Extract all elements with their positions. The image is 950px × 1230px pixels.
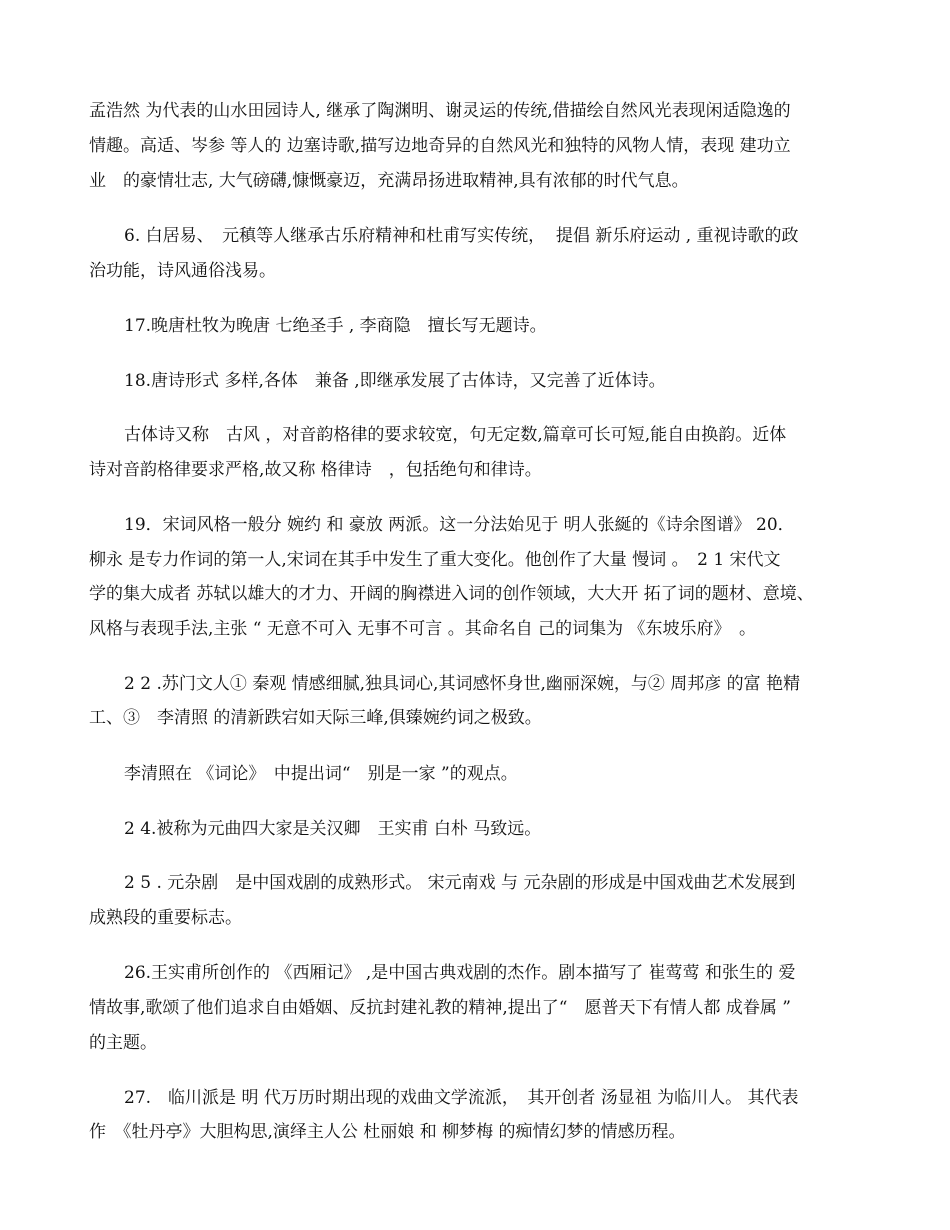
text-line: 2 5 . 元杂剧 是中国戏剧的成熟形式。 宋元南戏 与 元杂剧的形成是中国戏曲艺术发展到 [124, 873, 796, 893]
text-line: 治功能，诗风通俗浅易。 [89, 261, 276, 281]
text-line: 19．宋词风格一般分 婉约 和 豪放 两派。这一分法始见于 明人张綖的《诗余图谱》 20． [124, 515, 795, 535]
text-line: 孟浩然 为代表的山水田园诗人, 继承了陶渊明、谢灵运的传统,借描绘自然风光表现闲适隐逸的 [89, 101, 791, 121]
text-line: 2 4.被称为元曲四大家是关汉卿 王实甫 白朴 马致远。 [124, 819, 542, 839]
text-line: 学的集大成者 苏轼以雄大的才力、开阔的胸襟进入词的创作领域，大大开 拓了词的题材、意境、 [89, 584, 814, 604]
text-line: 柳永 是专力作词的第一人,宋词在其手中发生了重大变化。他创作了大量 慢词 。 2 1 宋代文 [89, 550, 781, 570]
text-line: 作 《牡丹亭》大胆构思,演绎主人公 杜丽娘 和 柳梦梅 的痴情幻梦的情感历程。 [89, 1122, 686, 1142]
text-line: 李清照在 《词论》 中提出词“ 别是一家 ”的观点。 [124, 764, 518, 784]
text-line: 风格与表现手法,主张 “ 无意不可入 无事不可言 。其命名自 己的词集为 《东坡乐府》 。 [89, 619, 757, 639]
text-line: 诗对音韵格律要求严格,故又称 格律诗 ，包括绝句和律诗。 [89, 460, 542, 480]
text-line: 古体诗又称 古风 ，对音韵格律的要求较宽，句无定数,篇章可长可短,能自由换韵。近体 [124, 425, 787, 445]
text-line: 17.晚唐杜牧为晚唐 七绝圣手 , 李商隐 擅长写无题诗。 [124, 316, 547, 336]
text-line: 18.唐诗形式 多样,各体 兼备 ,即继承发展了古体诗，又完善了近体诗。 [124, 371, 666, 391]
text-line: 的主题。 [89, 1033, 157, 1053]
text-line: 情趣。高适、岑参 等人的 边塞诗歌,描写边地奇异的自然风光和独特的风物人情，表现 建功立 [89, 136, 791, 156]
text-line: 工、③ 李清照 的清新跌宕如天际三峰,俱臻婉约词之极致。 [89, 708, 542, 728]
text-line: 情故事,歌颂了他们追求自由婚姻、反抗封建礼教的精神,提出了“ 愿普天下有情人都 成眷属 ” [89, 998, 791, 1018]
text-line: 业 的豪情壮志, 大气磅礴,慷慨豪迈，充满昂扬进取精神,具有浓郁的时代气息。 [89, 171, 689, 191]
text-line: 26.王实甫所创作的 《西厢记》 ,是中国古典戏剧的杰作。剧本描写了 崔莺莺 和张生的 爱 [124, 963, 796, 983]
text-line: 6. 白居易、 元稹等人继承古乐府精神和杜甫写实传统， 提倡 新乐府运动 , 重视诗歌的政 [124, 226, 799, 246]
text-line: 27. 临川派是 明 代万历时期出现的戏曲文学流派， 其开创者 汤显祖 为临川人。 其代表 [124, 1088, 799, 1108]
text-line: 成熟段的重要标志。 [89, 908, 242, 928]
text-line: 2 2 .苏门文人① 秦观 情感细腻,独具词心,其词感怀身世,幽丽深婉，与② 周邦彦 的富 艳精 [124, 674, 801, 694]
